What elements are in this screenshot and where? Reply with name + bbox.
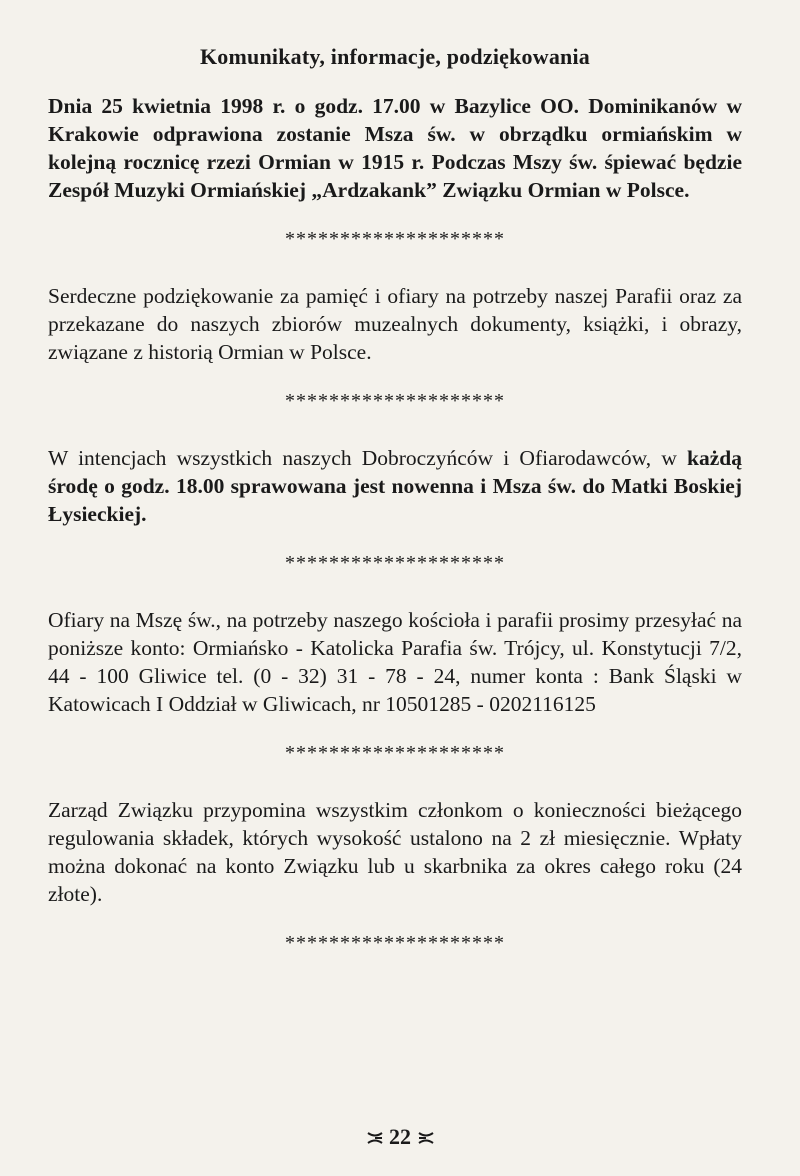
page-title: Komunikaty, informacje, podziękowania xyxy=(200,44,590,69)
notice-novena xyxy=(48,444,742,528)
separator: ******************** xyxy=(285,228,505,250)
notice-mass-announcement: Dnia 25 kwietnia 1998 r. o godz. 17.00 w Bazylice OO. Dominikanów w Krakowie odprawiona zostanie Msza św. w obrządku ormiańskim w kolejną rocznicę rzezi Ormian w 1915 r. Podczas Mszy św. śpiewać będzie Zespół Muzyki Ormiańskiej „Ardzakank” Związku Ormian w Polsce. xyxy=(48,94,742,202)
page-number-footer xyxy=(0,1124,800,1152)
notice-donations: Ofiary na Mszę św., na potrzeby naszego kościoła i parafii prosimy przesyłać na poniższe konto: Ormiańsko - Katolicka Parafia św. Trójcy, ul. Konstytucji 7/2, 44 - 100 Gliwice tel. (0 - 32) 31 - 78 - 24, numer konta : Bank Śląski w Katowicach I Oddział w Gliwicach, nr 10501285 - 0202116125 xyxy=(48,608,742,716)
ornament-right-icon xyxy=(417,1126,435,1152)
ornament-left-icon xyxy=(366,1126,384,1152)
notice-novena-schedule: każdą środę o godz. 18.00 sprawowana jest nowenna i Msza św. do Matki Boskiej Łysieckiej. xyxy=(48,446,742,526)
notice-novena-intro: W intencjach wszystkich naszych Dobroczyńców i Ofiarodawców, w xyxy=(48,446,688,470)
notice-thanks: Serdeczne podziękowanie za pamięć i ofiary na potrzeby naszej Parafii oraz za przekazane do naszych zbiorów muzealnych dokumenty, książki, i obrazy, związane z historią Ormian w Polsce. xyxy=(48,284,742,364)
notice-membership-fees: Zarząd Związku przypomina wszystkim członkom o konieczności bieżącego regulowania składek, których wysokość ustalono na 2 zł miesięcznie. Wpłaty można dokonać na konto Związku lub u skarbnika za okres całego roku (24 złote). xyxy=(48,798,742,906)
separator: ******************** xyxy=(285,390,505,412)
document-page xyxy=(48,38,742,986)
page-number: 22 xyxy=(389,1124,411,1149)
separator: ******************** xyxy=(285,552,505,574)
separator: ******************** xyxy=(285,932,505,954)
separator: ******************** xyxy=(285,742,505,764)
